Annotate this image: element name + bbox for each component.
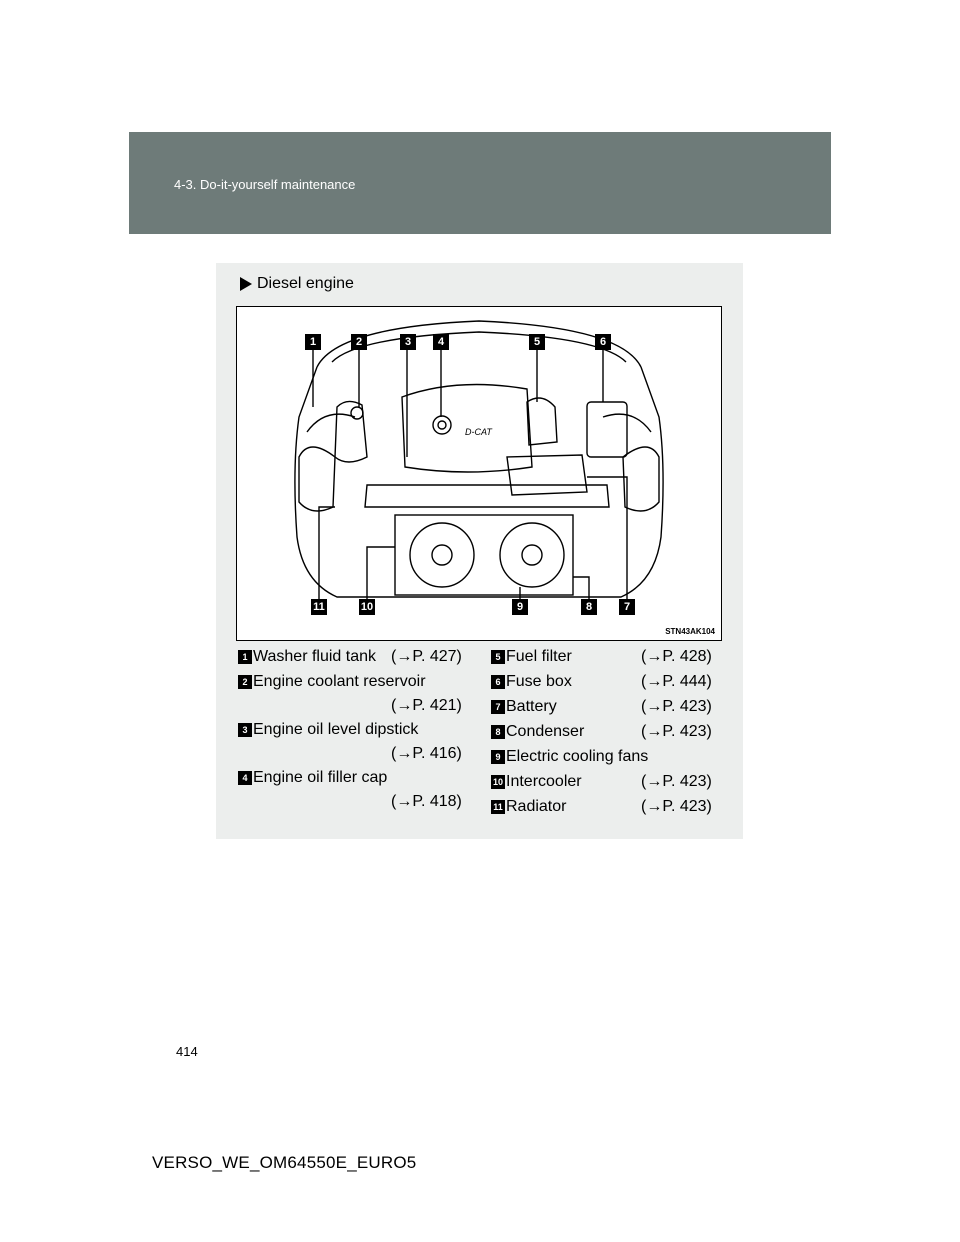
legend-ref: (→P. 416) (391, 745, 462, 762)
legend-label: Fuse box (506, 673, 572, 690)
legend-label: Engine oil filler cap (253, 769, 388, 786)
document-code: VERSO_WE_OM64550E_EURO5 (152, 1153, 417, 1172)
legend-badge: 3 (238, 723, 252, 737)
section-header-bar (129, 132, 831, 234)
engine-compartment-panel (216, 263, 743, 839)
legend-ref: (→P. 421) (391, 697, 462, 714)
legend-badge: 6 (491, 675, 505, 689)
legend-item-engine-oil-dipstick (238, 720, 468, 766)
legend-item-radiator (491, 797, 721, 819)
callout-4: 4 (433, 334, 449, 350)
panel-heading-text: Diesel engine (257, 275, 354, 292)
page-number: 414 (176, 1044, 198, 1059)
legend-label: Engine coolant reservoir (253, 673, 426, 690)
panel-heading (240, 275, 354, 293)
legend-label: Engine oil level dipstick (253, 721, 419, 738)
legend-label: Radiator (506, 798, 567, 815)
callout-8: 8 (581, 599, 597, 615)
callout-10: 10 (360, 601, 374, 613)
legend-badge: 9 (491, 750, 505, 764)
callout-5: 5 (529, 334, 545, 350)
legend-label: Fuel filter (506, 648, 572, 665)
legend-badge: 7 (491, 700, 505, 714)
legend-item-washer-fluid-tank (238, 647, 468, 669)
legend-badge: 1 (238, 650, 252, 664)
legend-item-electric-cooling-fans (491, 747, 721, 769)
legend-item-fuse-box (491, 672, 721, 694)
legend-ref: (→P. 423) (641, 698, 712, 715)
legend-badge: 4 (238, 771, 252, 785)
legend-badge: 8 (491, 725, 505, 739)
engine-drawing (237, 307, 721, 640)
legend-label: Electric cooling fans (506, 748, 649, 765)
legend-ref: (→P. 428) (641, 648, 712, 665)
legend-ref: (→P. 423) (641, 798, 712, 815)
legend-item-intercooler (491, 772, 721, 794)
svg-text:D-CAT: D-CAT (465, 427, 492, 437)
engine-illustration (236, 306, 722, 641)
callout-7: 7 (619, 599, 635, 615)
legend-badge: 11 (491, 800, 505, 814)
section-title: 4-3. Do-it-yourself maintenance (174, 177, 356, 192)
legend-ref: (→P. 418) (391, 793, 462, 810)
legend-ref: (→P. 444) (641, 673, 712, 690)
legend-badge: 2 (238, 675, 252, 689)
legend-label: Condenser (506, 723, 585, 740)
legend-item-condenser (491, 722, 721, 744)
callout-1: 1 (305, 334, 321, 350)
legend-item-battery (491, 697, 721, 719)
legend-label: Intercooler (506, 773, 582, 790)
callout-11: 11 (311, 599, 327, 615)
legend-badge: 10 (492, 777, 503, 787)
callout-9: 9 (512, 599, 528, 615)
callout-2: 2 (351, 334, 367, 350)
legend-ref: (→P. 427) (391, 648, 462, 665)
legend-item-fuel-filter (491, 647, 721, 669)
callout-3: 3 (400, 334, 416, 350)
legend-item-engine-coolant-reservoir (238, 672, 468, 718)
legend-item-engine-oil-filler-cap (238, 768, 468, 814)
legend-ref: (→P. 423) (641, 773, 712, 790)
triangle-bullet-icon (240, 277, 252, 291)
legend-ref: (→P. 423) (641, 723, 712, 740)
legend-label: Battery (506, 698, 557, 715)
callout-6: 6 (595, 334, 611, 350)
legend-badge: 5 (491, 650, 505, 664)
legend-label: Washer fluid tank (253, 648, 377, 665)
figure-code: STN43AK104 (665, 627, 715, 636)
